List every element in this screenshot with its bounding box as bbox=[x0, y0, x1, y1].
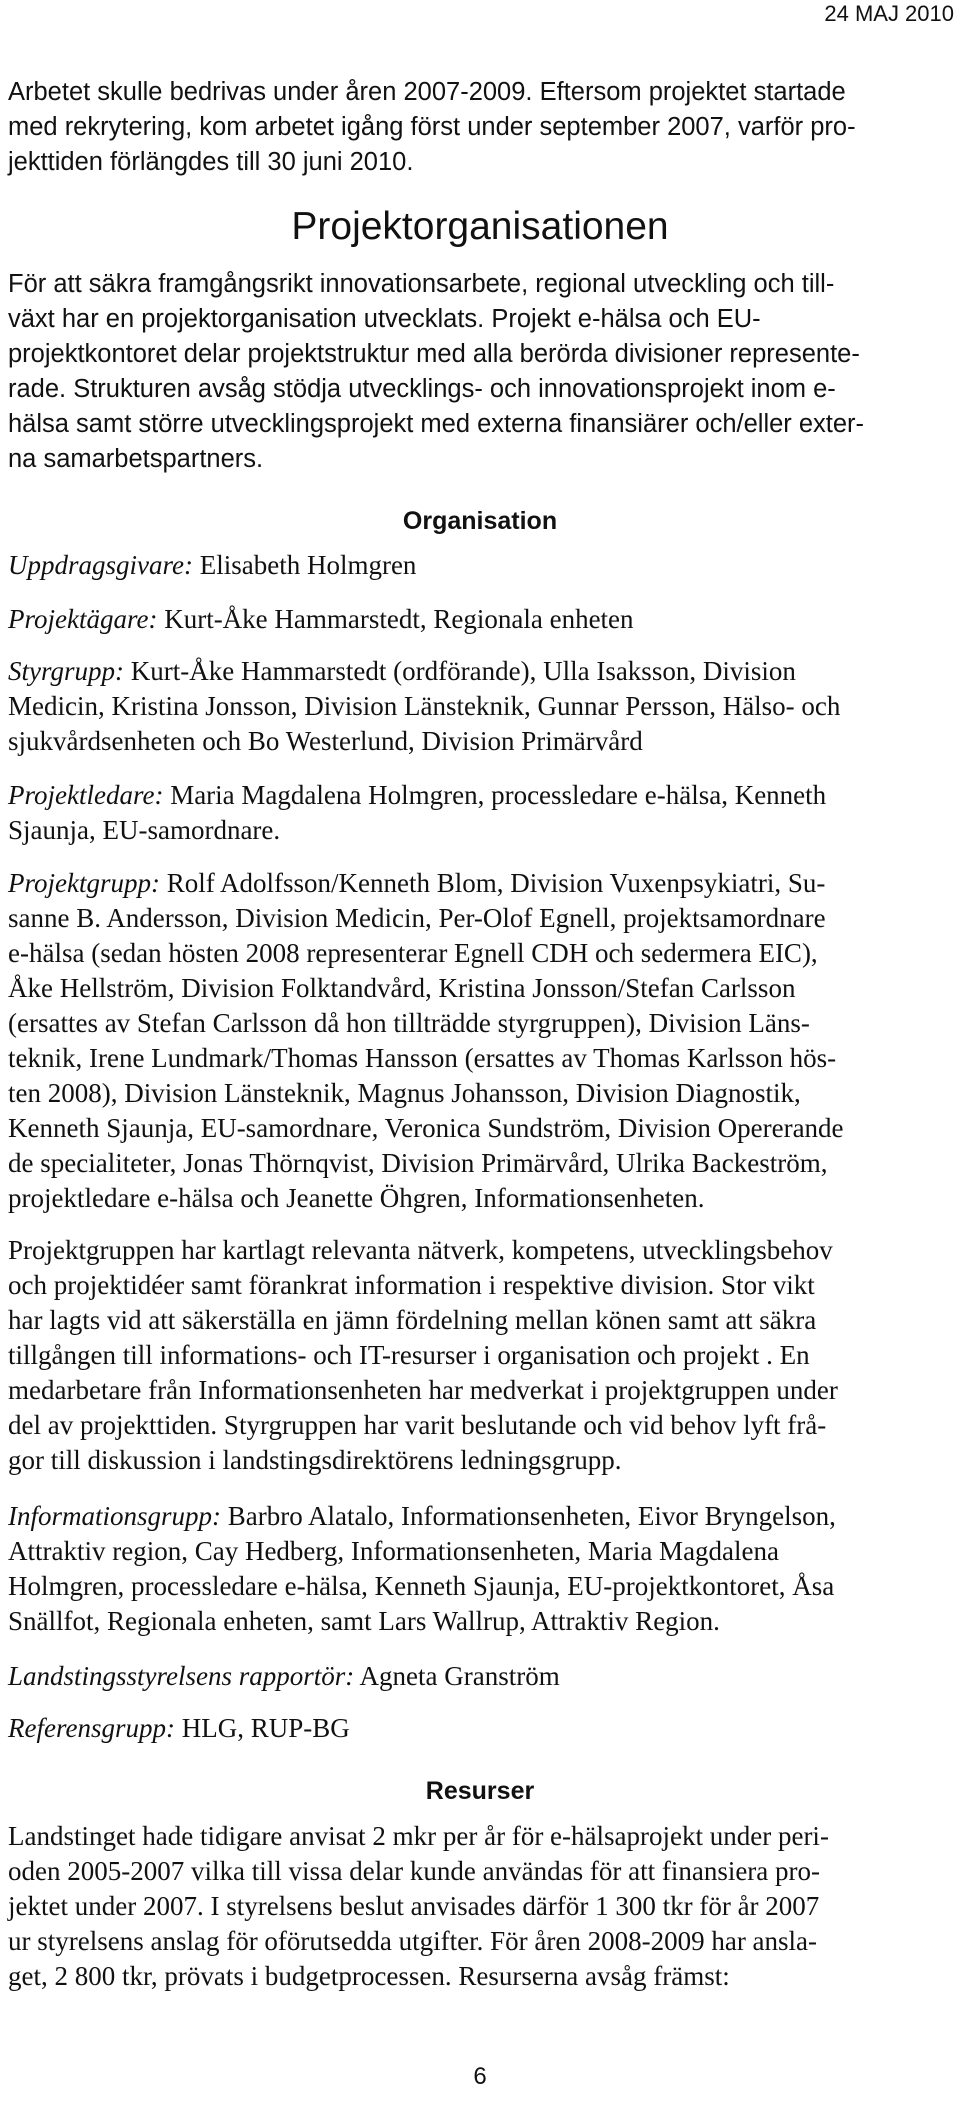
intro-line: jekttiden förlängdes till 30 juni 2010. bbox=[8, 148, 414, 176]
projektgrupp-line: sanne B. Andersson, Division Medicin, Per-Olof Egnell, projektsamordnare bbox=[8, 903, 826, 933]
projektledare-entry bbox=[8, 778, 952, 848]
paragraph-line: växt har en projektorganisation utvecklats. Projekt e-hälsa och EU- bbox=[8, 305, 761, 333]
paragraph-line: rade. Strukturen avsåg stödja utvecklings- och innovationsprojekt inom e- bbox=[8, 375, 836, 403]
referensgrupp-label: Referensgrupp: bbox=[8, 1713, 175, 1743]
styrgrupp-value: Kurt-Åke Hammarstedt (ordförande), Ulla Isaksson, Division bbox=[124, 656, 796, 686]
paragraph-line: och projektidéer samt förankrat information i respektive division. Stor vikt bbox=[8, 1270, 815, 1300]
paragraph-line: Projektgruppen har kartlagt relevanta nätverk, kompetens, utvecklingsbehov bbox=[8, 1235, 833, 1265]
uppdragsgivare-entry bbox=[8, 548, 952, 583]
informationsgrupp-line: Attraktiv region, Cay Hedberg, Informationsenheten, Maria Magdalena bbox=[8, 1536, 780, 1566]
paragraph-line: ur styrelsens anslag för oförutsedda utgifter. För åren 2008-2009 har ansla- bbox=[8, 1926, 818, 1956]
informationsgrupp-line: Holmgren, processledare e-hälsa, Kenneth Sjaunja, EU-projektkontoret, Åsa bbox=[8, 1571, 835, 1601]
projektgrupp-label: Projektgrupp: bbox=[8, 868, 160, 898]
styrgrupp-line: sjukvårdsenheten och Bo Westerlund, Division Primärvård bbox=[8, 726, 643, 756]
paragraph-line: För att säkra framgångsrikt innovationsarbete, regional utveckling och till- bbox=[8, 270, 835, 298]
paragraph-line: tillgången till informations- och IT-resurser i organisation och projekt . En bbox=[8, 1340, 810, 1370]
projektorganisation-paragraph bbox=[8, 267, 952, 477]
styrgrupp-line: Medicin, Kristina Jonsson, Division Länsteknik, Gunnar Persson, Hälso- och bbox=[8, 691, 841, 721]
projektgrupp-value: Rolf Adolfsson/Kenneth Blom, Division Vuxenpsykiatri, Su- bbox=[159, 868, 826, 898]
informationsgrupp-entry bbox=[8, 1499, 952, 1639]
uppdragsgivare-value: Elisabeth Holmgren bbox=[192, 550, 417, 580]
section-title-organisation: Organisation bbox=[402, 507, 558, 535]
informationsgrupp-value: Barbro Alatalo, Informationsenheten, Eivor Bryngelson, bbox=[221, 1501, 836, 1531]
projektledare-line: Sjaunja, EU-samordnare. bbox=[8, 815, 281, 845]
paragraph-line: get, 2 800 tkr, prövats i budgetprocessen. Resurserna avsåg främst: bbox=[8, 1961, 730, 1991]
projektagare-entry bbox=[8, 602, 952, 637]
intro-line: med rekrytering, kom arbetet igång först under september 2007, varför pro- bbox=[8, 113, 856, 141]
paragraph-line: projektkontoret delar projektstruktur med alla berörda divisioner represente- bbox=[8, 340, 860, 368]
projektgrupp-line: de specialiteter, Jonas Thörnqvist, Division Primärvård, Ulrika Backeström, bbox=[8, 1148, 828, 1178]
uppdragsgivare-label: Uppdragsgivare: bbox=[8, 550, 193, 580]
paragraph-line: jektet under 2007. I styrelsens beslut anvisades därför 1 300 tkr för år 2007 bbox=[8, 1891, 820, 1921]
header-date: 24 MAJ 2010 bbox=[824, 1, 954, 26]
rapportor-entry bbox=[8, 1659, 952, 1694]
projektagare-value: Kurt-Åke Hammarstedt, Regionala enheten bbox=[157, 604, 634, 634]
styrgrupp-label: Styrgrupp: bbox=[8, 656, 124, 686]
projektledare-value: Maria Magdalena Holmgren, processledare e-hälsa, Kenneth bbox=[163, 780, 827, 810]
rapportor-value: Agneta Granström bbox=[354, 1661, 560, 1691]
paragraph-line: hälsa samt större utvecklingsprojekt med externa finansiärer och/eller exter- bbox=[8, 410, 865, 438]
projektgrupp-line: teknik, Irene Lundmark/Thomas Hansson (ersattes av Thomas Karlsson hös- bbox=[8, 1043, 837, 1073]
section-title-resurser: Resurser bbox=[425, 1777, 535, 1805]
projektagare-label: Projektägare: bbox=[8, 604, 158, 634]
rapportor-label: Landstingsstyrelsens rapportör: bbox=[8, 1661, 355, 1691]
paragraph-line: medarbetare från Informationsenheten har medverkat i projektgruppen under bbox=[8, 1375, 838, 1405]
projektledare-label: Projektledare: bbox=[8, 780, 164, 810]
intro-paragraph bbox=[8, 75, 952, 180]
referensgrupp-entry bbox=[8, 1711, 952, 1746]
projektgrupp-line: e-hälsa (sedan hösten 2008 representerar Egnell CDH och sedermera EIC), bbox=[8, 938, 818, 968]
projektgrupp-entry bbox=[8, 866, 952, 1216]
kartlagt-paragraph bbox=[8, 1233, 952, 1478]
paragraph-line: na samarbetspartners. bbox=[8, 445, 264, 473]
paragraph-line: del av projekttiden. Styrgruppen har varit beslutande och vid behov lyft frå- bbox=[8, 1410, 827, 1440]
section-title-projektorganisationen: Projektorganisationen bbox=[291, 205, 669, 248]
referensgrupp-value: HLG, RUP-BG bbox=[174, 1713, 350, 1743]
styrgrupp-entry bbox=[8, 654, 952, 759]
projektgrupp-line: Åke Hellström, Division Folktandvård, Kristina Jonsson/Stefan Carlsson bbox=[8, 973, 796, 1003]
projektgrupp-line: Kenneth Sjaunja, EU-samordnare, Veronica Sundström, Division Opererande bbox=[8, 1113, 844, 1143]
projektgrupp-line: projektledare e-hälsa och Jeanette Öhgren, Informationsenheten. bbox=[8, 1183, 705, 1213]
paragraph-line: har lagts vid att säkerställa en jämn fördelning mellan könen samt att säkra bbox=[8, 1305, 817, 1335]
informationsgrupp-line: Snällfot, Regionala enheten, samt Lars Wallrup, Attraktiv Region. bbox=[8, 1606, 720, 1636]
intro-line: Arbetet skulle bedrivas under åren 2007-2009. Eftersom projektet startade bbox=[8, 78, 846, 106]
resurser-paragraph bbox=[8, 1819, 952, 1994]
paragraph-line: Landstinget hade tidigare anvisat 2 mkr per år för e-hälsaprojekt under peri- bbox=[8, 1821, 829, 1851]
projektgrupp-line: ten 2008), Division Länsteknik, Magnus Johansson, Division Diagnostik, bbox=[8, 1078, 801, 1108]
paragraph-line: oden 2005-2007 vilka till vissa delar kunde användas för att finansiera pro- bbox=[8, 1856, 821, 1886]
projektgrupp-line: (ersattes av Stefan Carlsson då hon tillträdde styrgruppen), Division Läns- bbox=[8, 1008, 810, 1038]
page-number: 6 bbox=[473, 2063, 487, 2090]
informationsgrupp-label: Informationsgrupp: bbox=[8, 1501, 222, 1531]
paragraph-line: gor till diskussion i landstingsdirektörens ledningsgrupp. bbox=[8, 1445, 622, 1475]
